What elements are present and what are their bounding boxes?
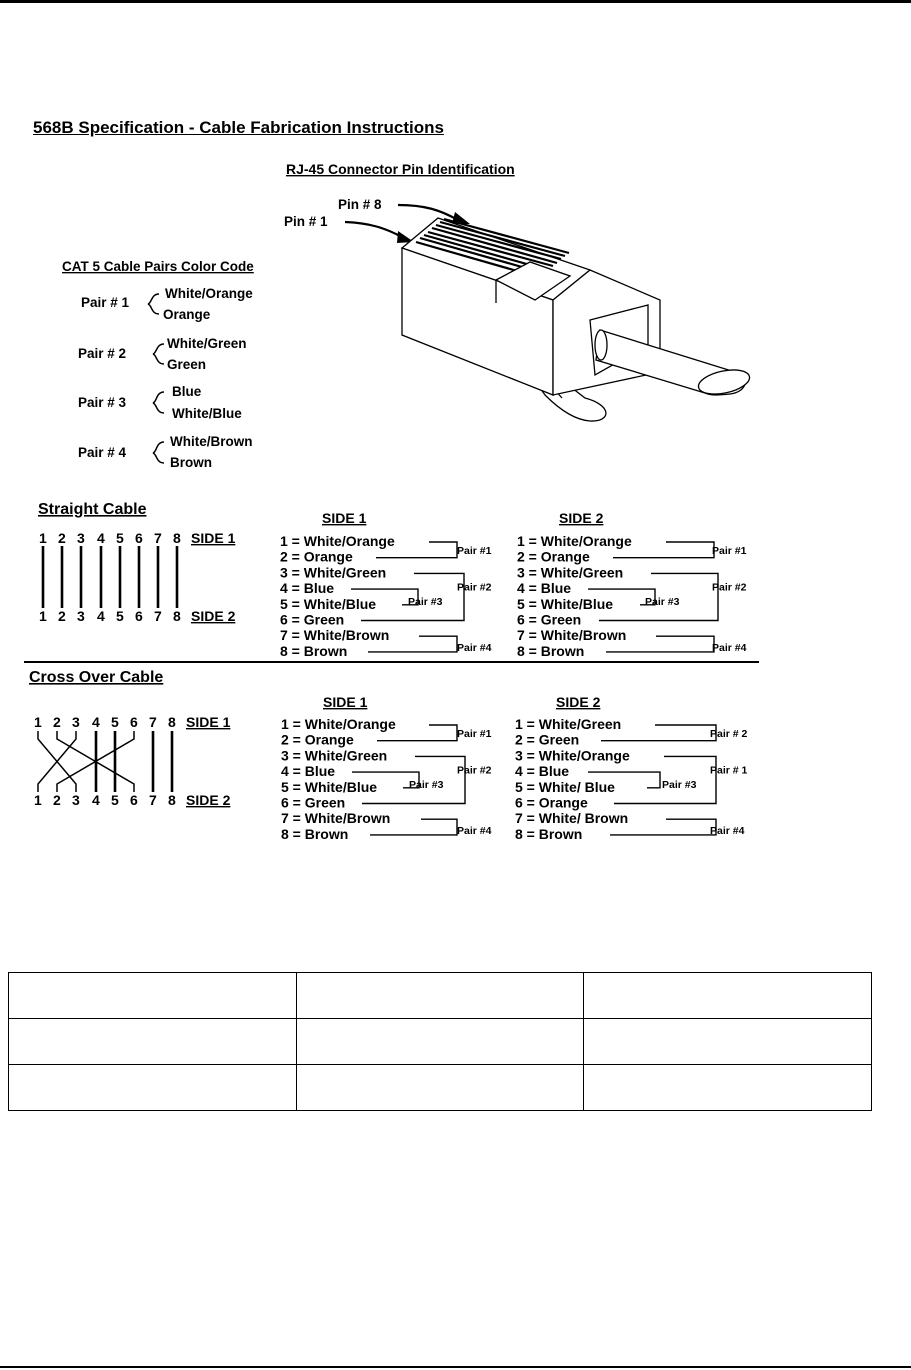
wire-entry: 5 = White/Blue	[517, 595, 614, 612]
wire-entry: 1 = White/Orange	[281, 716, 396, 732]
straight-side2-header: SIDE 2	[559, 510, 604, 526]
table-cell	[584, 973, 872, 1019]
pin1-label: Pin # 1	[284, 214, 328, 229]
straight-side1-wiring	[280, 533, 492, 659]
pin-number-bottom: 6	[130, 792, 138, 808]
cross-side2-label: SIDE 2	[186, 792, 231, 808]
pair-4-color-a: White/Brown	[170, 434, 253, 449]
connector-title: RJ-45 Connector Pin Identification	[286, 161, 515, 177]
wire-entry: 3 = White/Green	[280, 564, 387, 581]
pin-number-bottom: 1	[34, 792, 42, 808]
pair-label: Pair #2	[712, 581, 747, 594]
pair-label: Pair #4	[710, 825, 745, 838]
wire-entry: 1 = White/Orange	[517, 533, 632, 549]
wire-entry: 7 = White/Brown	[280, 627, 390, 644]
cross-pin-diagram	[34, 714, 176, 808]
wire-entry: 3 = White/Green	[281, 747, 388, 764]
pair-1-color-b: Orange	[163, 307, 211, 322]
wire-entry: 7 = White/ Brown	[515, 810, 629, 827]
wire-entry: 6 = Green	[281, 794, 346, 811]
cross-cable-title: Cross Over Cable	[29, 669, 164, 686]
wire-entry: 1 = White/Orange	[280, 533, 395, 549]
pin-number-bottom: 1	[39, 608, 47, 624]
pin-number-top: 5	[116, 530, 124, 546]
pin-number-top: 3	[72, 714, 80, 730]
wire-entry: 8 = Brown	[281, 825, 349, 842]
wire-entry: 3 = White/Green	[517, 564, 624, 581]
wire-entry: 4 = Blue	[281, 763, 336, 780]
pair-label: Pair #1	[712, 545, 747, 557]
pin-number-top: 8	[168, 714, 176, 730]
cross-side1-header: SIDE 1	[323, 694, 368, 710]
cross-side2-wiring	[515, 716, 748, 842]
pin-number-bottom: 6	[135, 608, 143, 624]
wire-entry: 1 = White/Green	[515, 716, 622, 732]
straight-side2-wiring	[517, 533, 747, 659]
wire-entry: 3 = White/Orange	[515, 747, 630, 764]
pair-label: Pair #3	[645, 596, 680, 609]
pair-3-group	[78, 384, 242, 421]
pair-label: Pair # 1	[710, 764, 748, 777]
wire-entry: 8 = Brown	[515, 825, 583, 842]
pair-3-color-b: White/Blue	[172, 406, 242, 421]
bottom-rule	[0, 1366, 911, 1368]
pair-4-color-b: Brown	[170, 455, 212, 470]
table-row	[9, 1019, 872, 1065]
table-cell	[584, 1065, 872, 1111]
pair-label: Pair #3	[408, 596, 443, 609]
pin-number-top: 1	[34, 714, 42, 730]
wire-entry: 8 = Brown	[280, 642, 348, 659]
pair-label: Pair #2	[457, 764, 492, 777]
pin8-label: Pin # 8	[338, 197, 382, 212]
pin-number-bottom: 8	[173, 608, 181, 624]
pin-number-top: 6	[130, 714, 138, 730]
wire-entry: 6 = Green	[517, 611, 582, 628]
pair-2-group	[78, 336, 247, 372]
wire-line	[38, 731, 76, 792]
pin-number-bottom: 4	[97, 608, 105, 624]
table-cell	[9, 1019, 297, 1065]
pair-label: Pair #1	[457, 545, 492, 557]
wire-entry: 5 = White/Blue	[280, 595, 377, 612]
pair-label: Pair # 2	[710, 728, 748, 740]
wire-entry: 4 = Blue	[515, 763, 570, 780]
wire-entry: 7 = White/Brown	[281, 810, 391, 827]
pin-number-bottom: 2	[53, 792, 61, 808]
pair-label: Pair #4	[457, 825, 492, 838]
wire-entry: 2 = Orange	[517, 548, 590, 565]
pin-number-top: 7	[149, 714, 157, 730]
document-title: 568B Specification - Cable Fabrication Instructions	[33, 118, 444, 137]
wire-entry: 8 = Brown	[517, 642, 585, 659]
pin-number-bottom: 4	[92, 792, 100, 808]
pin-number-bottom: 7	[149, 792, 157, 808]
pin-number-bottom: 8	[168, 792, 176, 808]
pin-number-top: 1	[39, 530, 47, 546]
rj45-connector-drawing	[402, 218, 752, 421]
pin-number-top: 7	[154, 530, 162, 546]
color-code-title: CAT 5 Cable Pairs Color Code	[62, 259, 254, 274]
straight-side1-header: SIDE 1	[322, 510, 367, 526]
pin-number-top: 2	[53, 714, 61, 730]
cross-side1-label: SIDE 1	[186, 714, 231, 730]
pair-4-group	[78, 434, 253, 470]
pair-2-color-a: White/Green	[167, 336, 247, 351]
wire-entry: 4 = Blue	[517, 580, 572, 597]
table-cell	[296, 1065, 584, 1111]
pin-number-bottom: 3	[72, 792, 80, 808]
straight-side2-label: SIDE 2	[191, 608, 236, 624]
table-cell	[9, 1065, 297, 1111]
wire-entry: 7 = White/Brown	[517, 627, 627, 644]
pair-3-label: Pair # 3	[78, 395, 127, 410]
pair-2-color-b: Green	[167, 357, 207, 372]
pair-label: Pair #1	[457, 728, 492, 740]
pair-1-color-a: White/Orange	[165, 286, 253, 301]
wire-entry: 2 = Orange	[281, 731, 354, 748]
pair-1-group	[81, 286, 253, 322]
straight-pin-diagram	[39, 530, 181, 624]
wire-entry: 5 = White/Blue	[281, 778, 378, 795]
cross-side2-header: SIDE 2	[556, 694, 601, 710]
pair-4-label: Pair # 4	[78, 445, 127, 460]
pin-number-top: 4	[97, 530, 105, 546]
pair-label: Pair #4	[457, 642, 492, 655]
straight-side1-label: SIDE 1	[191, 530, 236, 546]
pin-number-top: 8	[173, 530, 181, 546]
pin-number-top: 3	[77, 530, 85, 546]
pair-3-color-a: Blue	[172, 384, 202, 399]
wire-entry: 6 = Orange	[515, 794, 588, 811]
wire-entry: 2 = Orange	[280, 548, 353, 565]
wire-entry: 2 = Green	[515, 731, 580, 748]
pin-number-top: 2	[58, 530, 66, 546]
pin-number-top: 6	[135, 530, 143, 546]
straight-cable-title: Straight Cable	[38, 501, 147, 518]
pin-number-bottom: 5	[111, 792, 119, 808]
pair-label: Pair #4	[712, 642, 747, 655]
pin-number-top: 4	[92, 714, 100, 730]
pair-1-label: Pair # 1	[81, 295, 130, 310]
table-cell	[584, 1019, 872, 1065]
pin-number-bottom: 3	[77, 608, 85, 624]
blank-table	[8, 972, 872, 1111]
pin-number-top: 5	[111, 714, 119, 730]
table-cell	[9, 973, 297, 1019]
pair-label: Pair #3	[662, 779, 697, 792]
wire-entry: 4 = Blue	[280, 580, 335, 597]
wire-entry: 5 = White/ Blue	[515, 778, 615, 795]
table-cell	[296, 1019, 584, 1065]
pin-number-bottom: 2	[58, 608, 66, 624]
table-row	[9, 973, 872, 1019]
table-row	[9, 1065, 872, 1111]
pair-2-label: Pair # 2	[78, 346, 127, 361]
pair-label: Pair #2	[457, 581, 492, 594]
pin-number-bottom: 5	[116, 608, 124, 624]
wire-entry: 6 = Green	[280, 611, 345, 628]
pin-number-bottom: 7	[154, 608, 162, 624]
cross-side1-wiring	[281, 716, 492, 842]
pair-label: Pair #3	[409, 779, 444, 792]
table-cell	[296, 973, 584, 1019]
